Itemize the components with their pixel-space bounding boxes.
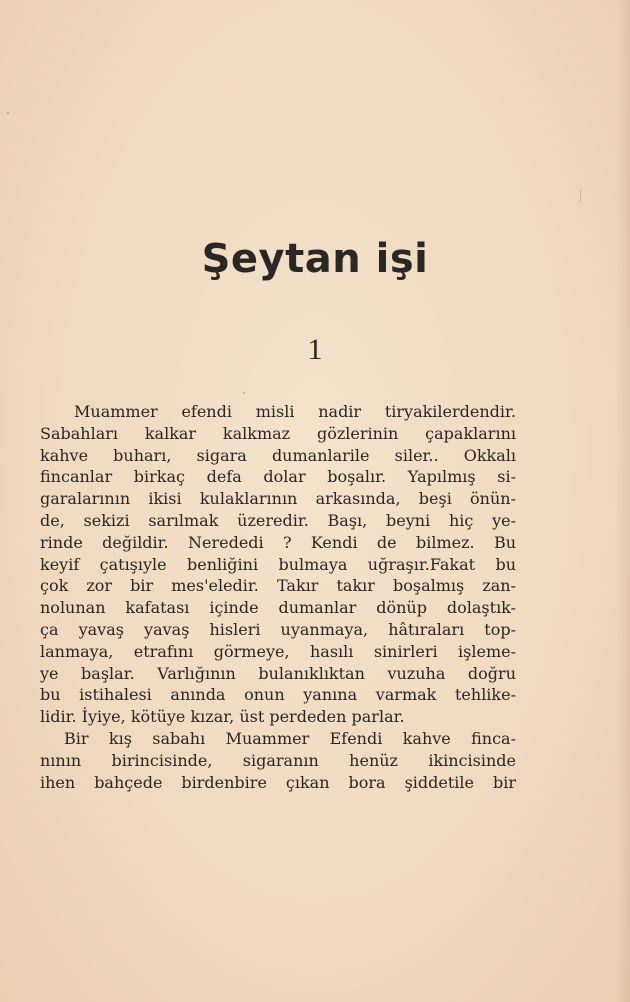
text-line: fincanlar birkaç defa dolar boşalır. Yapılmış si- <box>40 467 516 487</box>
text-line: ça yavaş yavaş hisleri uyanmaya, hâtıraları top- <box>40 619 516 639</box>
text-line: ye başlar. Varlığının bulanıklıktan vuzuha doğru <box>40 663 516 683</box>
chapter-number: 1 <box>307 333 323 366</box>
text-line: Bir kış sabahı Muammer Efendi kahve finca- <box>64 728 516 748</box>
paper-speck <box>7 112 9 114</box>
text-line: lanmaya, etrafını görmeye, hasılı sinirleri işleme- <box>40 641 516 661</box>
text-line: kahve buharı, sigara dumanlarile siler.. Okkalı <box>40 445 516 465</box>
page-edge-shadow <box>616 0 630 1002</box>
paper-crease <box>580 190 581 202</box>
text-line: de, sekizi sarılmak üzeredir. Başı, beyni hiç ye- <box>40 510 516 530</box>
text-line: bu istihalesi anında onun yanına varmak tehlike- <box>40 685 516 705</box>
body-text <box>40 401 516 793</box>
text-line: lidir. İyiye, kötüye kızar, üst perdeden parlar. <box>40 707 405 727</box>
text-line: nolunan kafatası içinde dumanlar dönüp dolaştık- <box>40 598 516 618</box>
paper-speck <box>243 392 245 394</box>
text-line: ihen bahçede birdenbire çıkan bora şiddetile bir <box>40 772 516 792</box>
text-line: nının birincisinde, sigaranın henüz ikincisinde <box>40 750 516 770</box>
text-line: çok zor bir mes'eledir. Takır takır boşalmış zan- <box>40 576 516 596</box>
text-line: Sabahları kalkar kalkmaz gözlerinin çapaklarını <box>40 423 516 443</box>
text-line: Muammer efendi misli nadir tiryakilerdendir. <box>74 402 516 421</box>
text-line: rinde değildir. Nerededi ? Kendi de bilmez. Bu <box>40 532 516 552</box>
text-line: keyif çatışıyle benliğini bulmaya uğraşır.Fakat bu <box>40 554 516 574</box>
text-line: garalarının ikisi kulaklarının arkasında, beşi önün- <box>40 489 516 509</box>
chapter-title: Şeytan işi <box>201 236 429 282</box>
